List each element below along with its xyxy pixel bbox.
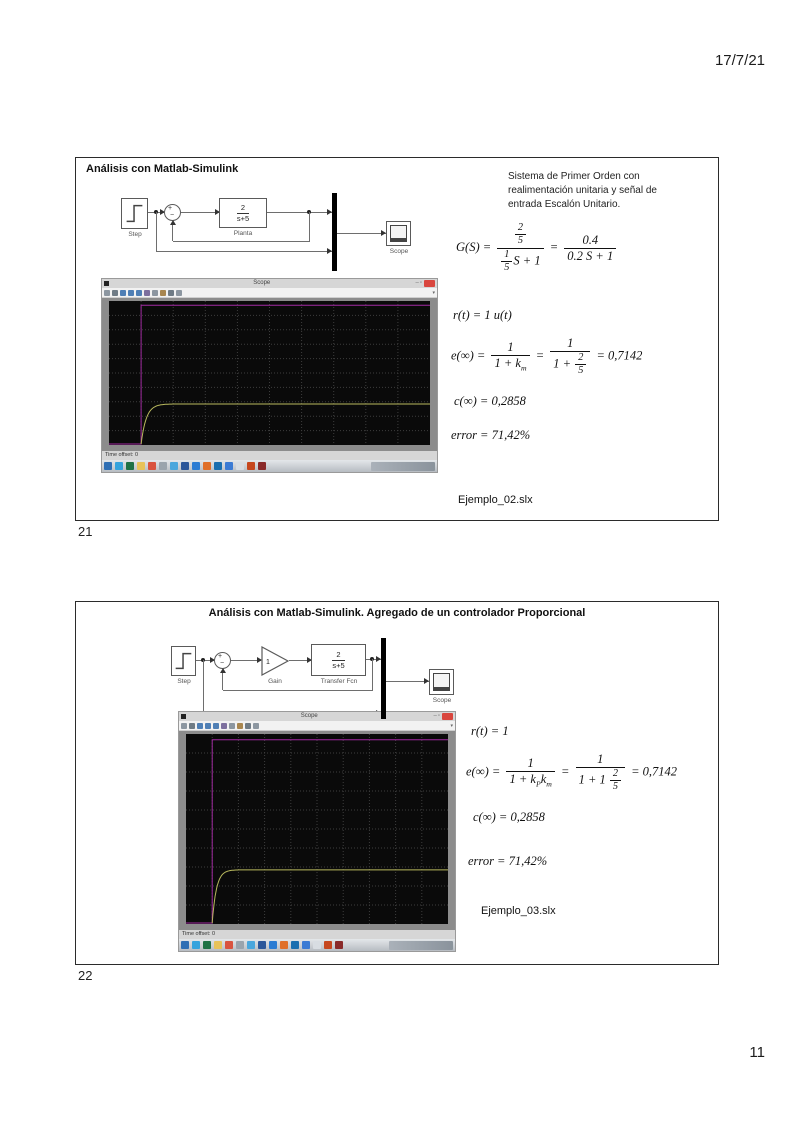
word-icon[interactable]	[258, 941, 266, 949]
scope-screen-icon	[433, 673, 450, 691]
num: 2	[575, 352, 586, 365]
skype-icon[interactable]	[170, 462, 178, 470]
firefox-icon[interactable]	[280, 941, 288, 949]
sum-plus-sign: +	[218, 653, 223, 660]
fraction	[550, 336, 590, 378]
wire	[372, 659, 373, 690]
intro-text: Sistema de Primer Orden con realimentación unitaria y señal de entrada Escalón Unitario.	[508, 171, 657, 210]
slide-title: Análisis con Matlab-Simulink	[86, 163, 239, 175]
wire	[223, 690, 373, 691]
zoom-icon[interactable]	[120, 290, 126, 296]
matlab-icon[interactable]	[324, 941, 332, 949]
axes-lock-icon[interactable]	[253, 723, 259, 729]
equals-sign: =	[561, 764, 570, 779]
sum-block[interactable]	[164, 204, 181, 221]
den: 1 + 1 $\frac{2}{5}$	[576, 768, 625, 794]
den: 5	[517, 235, 524, 247]
scope-plot-area	[102, 298, 437, 451]
slide-title: Análisis con Matlab-Simulink. Agregado de un controlador Proporcional	[208, 607, 586, 619]
scope-block[interactable]	[386, 221, 411, 246]
formula-e-result: = 0,7142	[631, 764, 678, 779]
time-offset-label: Time offset: 0	[179, 930, 455, 939]
plant-numerator: 2	[237, 203, 249, 213]
formula-c: c(∞) = 0,2858	[473, 810, 545, 824]
formula-c: c(∞) = 0,2858	[454, 394, 526, 408]
sum-plus-sign: +	[168, 205, 173, 212]
formula-e	[466, 752, 677, 794]
zoom-y-icon[interactable]	[136, 290, 142, 296]
den: 0.2 S + 1	[567, 248, 614, 263]
scope-plot-canvas	[109, 301, 430, 445]
fraction	[576, 752, 625, 794]
edge-icon[interactable]	[214, 462, 222, 470]
step-block[interactable]	[121, 198, 148, 229]
zoom-x-icon[interactable]	[205, 723, 211, 729]
wire	[173, 241, 310, 242]
slide-21	[75, 157, 719, 521]
mux-block[interactable]	[381, 638, 386, 719]
sum-minus-sign: −	[220, 660, 225, 667]
mux-block[interactable]	[332, 193, 337, 271]
arrowhead	[170, 220, 176, 225]
scope-block-label: Scope	[389, 248, 409, 255]
transfer-fcn-block[interactable]	[311, 644, 366, 676]
fraction	[610, 768, 621, 794]
save-axes-icon[interactable]	[229, 723, 235, 729]
tf-numerator: 2	[332, 650, 344, 660]
notes-icon[interactable]	[313, 941, 321, 949]
formula-g	[456, 222, 619, 274]
num: 0.4	[564, 233, 616, 249]
num: 1	[491, 340, 529, 356]
toolbar-overflow-icon[interactable]: ▾	[432, 289, 435, 296]
den: 1 + $\frac{2}{5}$	[550, 352, 590, 378]
wire	[172, 224, 173, 241]
wire	[337, 233, 386, 234]
minimize-icon[interactable]: –	[433, 713, 437, 719]
formula-g-lhs: G(S) =	[456, 239, 492, 254]
formula-r: r(t) = 1 u(t)	[453, 308, 512, 322]
equals-sign: =	[549, 239, 559, 254]
time-offset-label: Time offset: 0	[102, 451, 437, 460]
parameters-icon[interactable]	[112, 290, 118, 296]
gain-value: 1	[266, 659, 270, 666]
active-app-icon[interactable]	[258, 462, 266, 470]
step-block[interactable]	[171, 646, 196, 676]
formula-e	[451, 336, 642, 378]
folder-icon[interactable]	[214, 941, 222, 949]
den: 5	[612, 781, 618, 793]
den: 5	[504, 261, 510, 273]
scope-window-title: Scope	[253, 280, 271, 286]
num: 2	[515, 222, 526, 235]
save-axes-icon[interactable]	[152, 290, 158, 296]
photos-icon[interactable]	[225, 462, 233, 470]
folder-icon[interactable]	[137, 462, 145, 470]
start-button[interactable]	[181, 941, 189, 949]
float-scope-icon[interactable]	[168, 290, 174, 296]
sum-minus-sign: −	[170, 212, 175, 219]
fraction	[515, 222, 526, 248]
maximize-icon[interactable]: ▫	[437, 713, 440, 719]
formula-e-lhs: e(∞) =	[451, 348, 486, 363]
autoscale-icon[interactable]	[144, 290, 150, 296]
taskbar-icons	[104, 462, 269, 470]
den: 5	[578, 365, 584, 377]
system-tray[interactable]	[389, 941, 453, 950]
excel-icon[interactable]	[126, 462, 134, 470]
print-icon[interactable]	[104, 290, 110, 296]
fraction	[501, 249, 512, 275]
notes-icon[interactable]	[236, 462, 244, 470]
file-label: Ejemplo_03.slx	[481, 905, 556, 917]
gain-block-label: Gain	[268, 678, 282, 685]
scope-window-title: Scope	[300, 713, 318, 719]
sum-block[interactable]	[214, 652, 231, 669]
scope-screen-icon	[390, 225, 407, 242]
plant-denominator: s+5	[236, 213, 250, 223]
toolbar-icons	[104, 290, 184, 296]
arrowhead	[220, 668, 226, 673]
close-icon[interactable]	[442, 713, 453, 720]
step-block-label: Step	[177, 678, 191, 685]
app-icon[interactable]	[236, 941, 244, 949]
outlook-icon[interactable]	[192, 462, 200, 470]
zoom-x-icon[interactable]	[128, 290, 134, 296]
fraction	[564, 233, 616, 264]
formula-e-lhs: e(∞) =	[466, 764, 501, 779]
windows-taskbar	[179, 939, 455, 951]
windows-taskbar	[102, 460, 437, 472]
scope-plot-area	[179, 731, 455, 930]
equals-sign: =	[535, 348, 545, 363]
num: 1	[506, 756, 554, 772]
wire	[267, 212, 332, 213]
maximize-icon[interactable]: ▫	[419, 280, 422, 286]
date-label: 17/7/21	[714, 52, 765, 69]
step-block-label: Step	[128, 231, 142, 238]
formula-r: r(t) = 1	[471, 724, 509, 738]
word-icon[interactable]	[181, 462, 189, 470]
scope-window	[101, 278, 438, 473]
transfer-fcn-label: Transfer Fcn	[320, 678, 358, 685]
wire	[181, 212, 219, 213]
den: $1 + k_m$	[494, 356, 527, 373]
gain-block[interactable]	[261, 646, 289, 676]
taskbar-icons	[181, 941, 346, 949]
formula-e-result: = 0,7142	[596, 348, 643, 363]
wire	[222, 672, 223, 690]
fraction	[506, 756, 554, 789]
den: $1 + k_Pk_m$	[509, 772, 552, 789]
edge-icon[interactable]	[291, 941, 299, 949]
chrome-icon[interactable]	[225, 941, 233, 949]
fraction	[497, 222, 543, 274]
scope-window	[178, 711, 456, 952]
step-icon	[122, 199, 147, 228]
parameters-icon[interactable]	[189, 723, 195, 729]
scope-plot	[109, 301, 430, 445]
active-app-icon[interactable]	[335, 941, 343, 949]
system-tray[interactable]	[371, 462, 435, 471]
fraction	[491, 340, 529, 373]
slide-page-number: 22	[78, 968, 93, 983]
ie-icon[interactable]	[192, 941, 200, 949]
zoom-y-icon[interactable]	[213, 723, 219, 729]
toolbar-icons	[181, 723, 261, 729]
restore-axes-icon[interactable]	[237, 723, 243, 729]
float-scope-icon[interactable]	[245, 723, 251, 729]
wire	[156, 212, 157, 251]
scope-titlebar	[102, 279, 437, 288]
toolbar-overflow-icon[interactable]: ▾	[450, 722, 453, 729]
transfer-function	[312, 645, 365, 675]
wire	[203, 660, 204, 713]
photos-icon[interactable]	[302, 941, 310, 949]
wire	[386, 681, 429, 682]
axes-lock-icon[interactable]	[176, 290, 182, 296]
wire	[156, 251, 332, 252]
formula-error: error = 71,42%	[468, 854, 548, 868]
zoom-icon[interactable]	[197, 723, 203, 729]
num: 1	[501, 249, 512, 262]
scope-plot-canvas	[186, 734, 448, 924]
close-icon[interactable]	[424, 280, 435, 287]
start-button[interactable]	[104, 462, 112, 470]
sheet-page-number: 11	[749, 1044, 765, 1061]
tf-denominator: s+5	[332, 660, 345, 670]
num: 1	[550, 336, 590, 352]
restore-axes-icon[interactable]	[160, 290, 166, 296]
scope-block[interactable]	[429, 669, 454, 695]
fraction	[575, 352, 586, 378]
autoscale-icon[interactable]	[221, 723, 227, 729]
step-icon	[172, 647, 195, 675]
firefox-icon[interactable]	[203, 462, 211, 470]
file-label: Ejemplo_02.slx	[458, 494, 533, 506]
scope-toolbar	[179, 721, 455, 731]
num: 1	[576, 752, 625, 768]
excel-icon[interactable]	[203, 941, 211, 949]
slide-page-number: 21	[78, 524, 93, 539]
den-rest: S + 1	[513, 253, 541, 268]
scope-toolbar	[102, 288, 437, 298]
outlook-icon[interactable]	[269, 941, 277, 949]
minimize-icon[interactable]: –	[415, 280, 419, 286]
slide-22	[75, 601, 719, 965]
scope-plot	[186, 734, 448, 924]
plant-block[interactable]	[219, 198, 267, 228]
num: 2	[610, 768, 621, 781]
plant-block-label: Planta	[233, 230, 253, 237]
ie-icon[interactable]	[115, 462, 123, 470]
formula-error: error = 71,42%	[451, 428, 531, 442]
matlab-icon[interactable]	[247, 462, 255, 470]
scope-block-label: Scope	[432, 697, 452, 704]
wire	[309, 212, 310, 241]
plant-transfer-function	[220, 199, 266, 227]
chrome-icon[interactable]	[148, 462, 156, 470]
scope-titlebar	[179, 712, 455, 721]
skype-icon[interactable]	[247, 941, 255, 949]
print-icon[interactable]	[181, 723, 187, 729]
app-icon[interactable]	[159, 462, 167, 470]
